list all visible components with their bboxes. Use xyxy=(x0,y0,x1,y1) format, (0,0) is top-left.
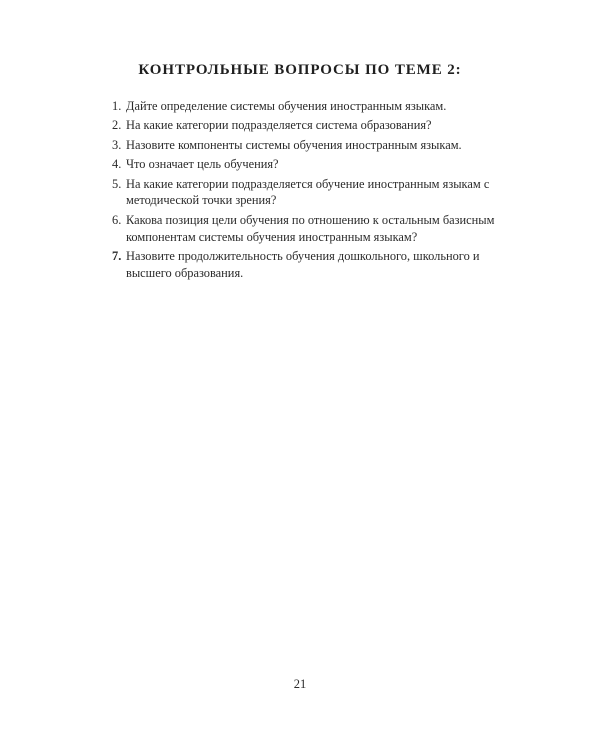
page-number: 21 xyxy=(293,677,307,691)
question-text: Какова позиция цели обучения по отношению к остальным базисным компонентам системы обучения иностранным языкам? xyxy=(126,212,495,244)
question-number: 3. xyxy=(112,137,122,152)
question-item xyxy=(112,248,512,282)
question-item xyxy=(112,98,512,115)
question-number: 2. xyxy=(112,118,122,133)
question-number: 7. xyxy=(112,248,122,263)
question-item xyxy=(112,176,512,210)
section-heading: КОНТРОЛЬНЫЕ ВОПРОСЫ ПО ТЕМЕ 2: xyxy=(138,62,462,78)
question-number: 1. xyxy=(112,99,122,113)
question-text: Дайте определение системы обучения иностранным языкам. xyxy=(126,99,447,113)
question-number: 5. xyxy=(112,176,122,191)
question-text: Что означает цель обучения? xyxy=(126,157,279,172)
question-text: На какие категории подразделяется система образования? xyxy=(126,118,432,133)
question-number: 6. xyxy=(112,212,122,227)
question-text: Назовите продолжительность обучения дошкольного, школьного и высшего образования. xyxy=(126,248,480,280)
question-item xyxy=(112,117,512,134)
question-text: Назовите компоненты системы обучения иностранным языкам. xyxy=(126,137,462,152)
question-item xyxy=(112,137,512,154)
question-text: На какие категории подразделяется обучение иностранным языкам с методической точки зрения? xyxy=(126,176,490,208)
question-item xyxy=(112,156,512,173)
questions-list xyxy=(112,98,512,284)
question-item xyxy=(112,212,512,246)
question-number: 4. xyxy=(112,157,122,172)
